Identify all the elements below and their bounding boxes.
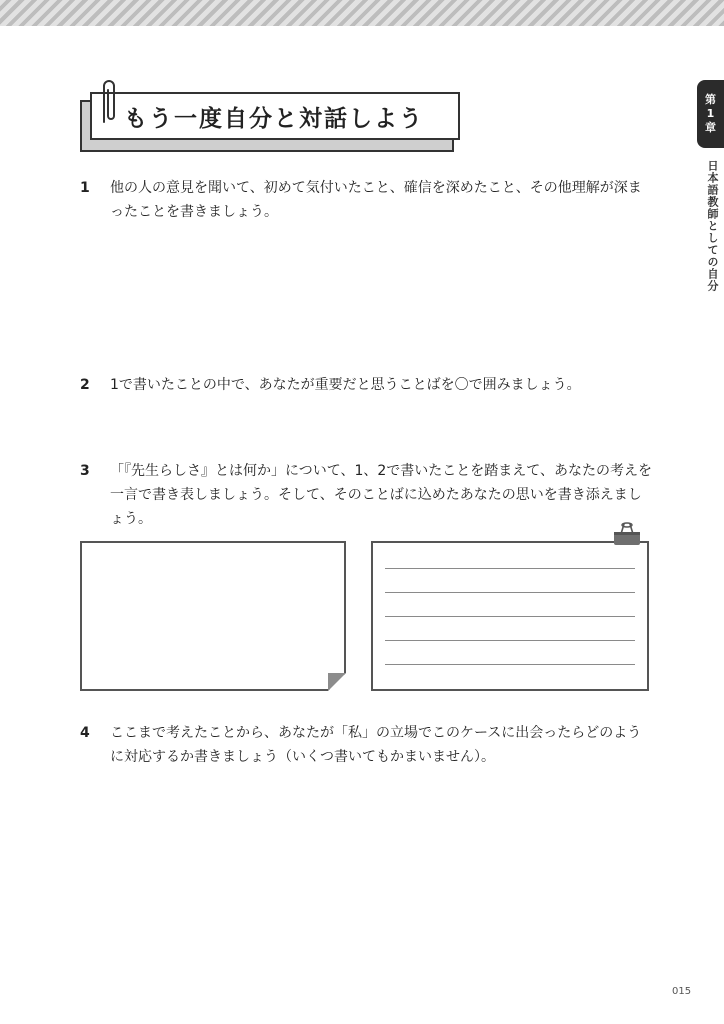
paperclip-icon xyxy=(96,78,120,128)
answer-box-keyword[interactable] xyxy=(80,541,346,691)
page-number: 015 xyxy=(672,986,692,997)
answer-box-lined[interactable] xyxy=(371,541,649,691)
question-3 xyxy=(80,459,652,531)
question-number: 4 xyxy=(80,725,90,741)
chapter-tab-suffix: 章 xyxy=(705,121,716,134)
chapter-tab xyxy=(697,80,724,148)
writing-line xyxy=(385,640,635,641)
binder-clip-icon xyxy=(612,522,642,546)
chapter-title: 日本語教師としての自分 xyxy=(706,160,719,292)
chapter-tab-number: 1 xyxy=(706,107,715,120)
question-text: 「『先生らしさ』とは何か」について、1、2で書いたことを踏まえて、あなたの考えを一言で書き表しましょう。そして、そのことばに込めたあなたの思いを書き添えましょう。 xyxy=(110,463,652,527)
chapter-tab-prefix: 第 xyxy=(705,93,716,106)
question-2 xyxy=(80,373,652,397)
writing-line xyxy=(385,592,635,593)
section-title-block xyxy=(80,92,464,152)
question-text: ここまで考えたことから、あなたが「私」の立場でこのケースに出会ったらどのように対応するか書きましょう（いくつ書いてもかまいません）。 xyxy=(110,725,642,765)
question-number: 2 xyxy=(80,377,90,393)
question-text: 他の人の意見を聞いて、初めて気付いたこと、確信を深めたこと、その他理解が深まったことを書きましょう。 xyxy=(110,180,642,220)
section-title: もう一度自分と対話しよう xyxy=(124,105,424,132)
question-4 xyxy=(80,721,652,769)
question-text: 1で書いたことの中で、あなたが重要だと思うことばを〇で囲みましょう。 xyxy=(110,377,581,393)
writing-line xyxy=(385,568,635,569)
question-number: 1 xyxy=(80,180,90,196)
writing-line xyxy=(385,616,635,617)
title-box xyxy=(90,92,460,140)
question-number: 3 xyxy=(80,463,90,479)
question-1 xyxy=(80,176,652,224)
page-fold-icon xyxy=(328,673,346,691)
writing-line xyxy=(385,664,635,665)
top-stripe-band xyxy=(0,0,724,26)
